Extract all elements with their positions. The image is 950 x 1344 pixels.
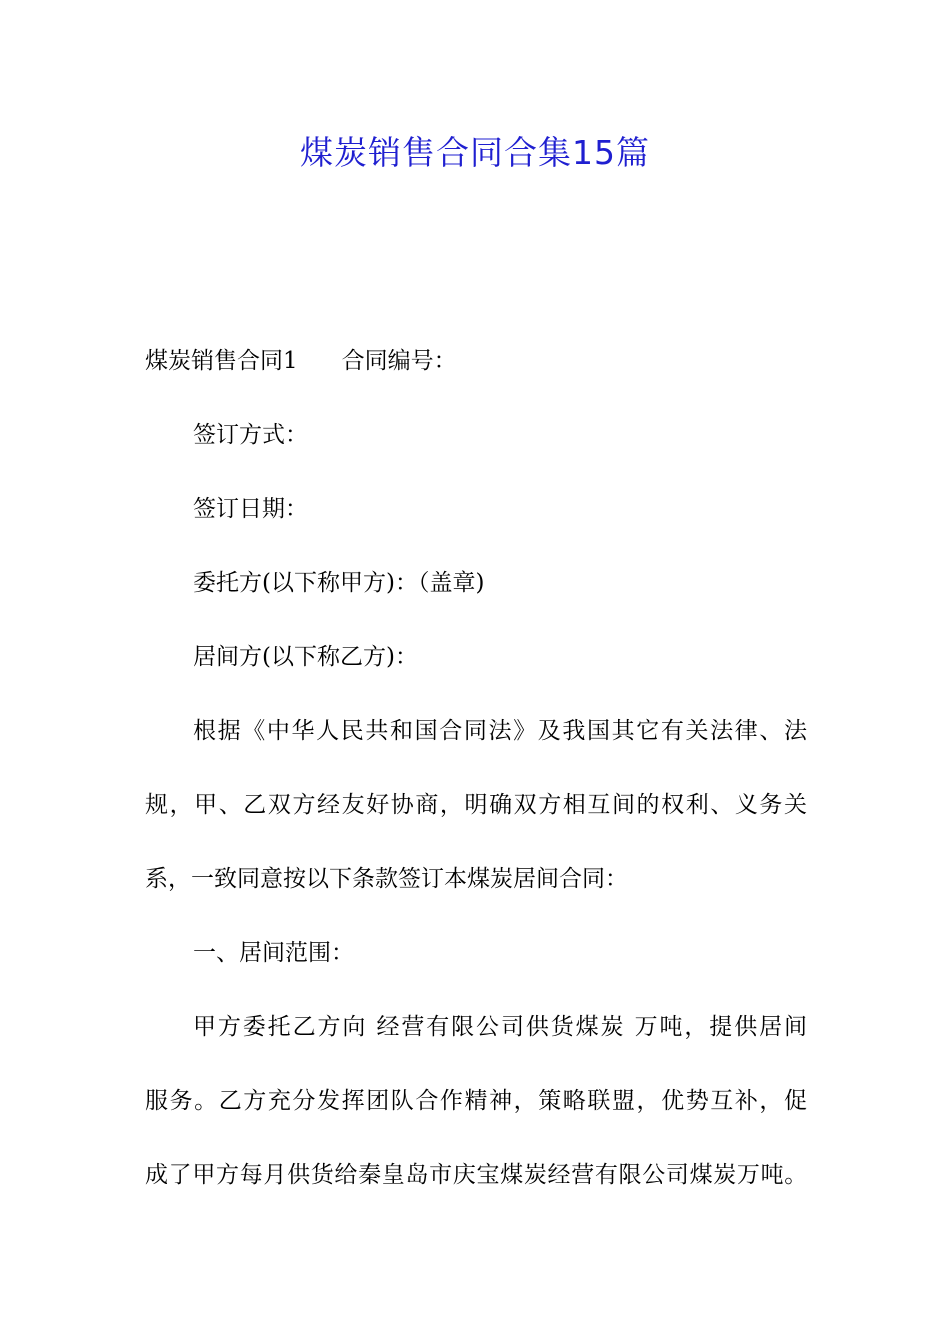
contract-number-label: 合同编号： bbox=[341, 348, 457, 374]
paragraph-line: 成了甲方每月供货给秦皇岛市庆宝煤炭经营有限公司煤炭万吨。 bbox=[145, 1162, 807, 1188]
document-title: 煤炭销售合同合集15篇 bbox=[300, 133, 650, 172]
signing-date-line: 签订日期： bbox=[193, 496, 308, 522]
party-b-line: 居间方(以下称乙方)： bbox=[193, 644, 418, 670]
party-a-line: 委托方(以下称甲方)：（盖章) bbox=[193, 570, 485, 596]
document-body bbox=[145, 336, 807, 1224]
paragraph-line: 根据《中华人民共和国合同法》及我国其它有关法律、法 bbox=[193, 718, 807, 744]
paragraph-line: 甲方委托乙方向 经营有限公司供货煤炭 万吨，提供居间 bbox=[193, 1014, 807, 1040]
contract-name: 煤炭销售合同1 bbox=[145, 348, 298, 374]
signing-method-line: 签订方式： bbox=[193, 422, 308, 448]
section-heading: 一、居间范围： bbox=[193, 940, 354, 966]
paragraph-line: 系，一致同意按以下条款签订本煤炭居间合同： bbox=[145, 866, 628, 892]
paragraph-line: 服务。乙方充分发挥团队合作精神，策略联盟，优势互补，促 bbox=[145, 1088, 807, 1114]
paragraph-line: 规，甲、乙双方经友好协商，明确双方相互间的权利、义务关 bbox=[145, 792, 807, 818]
contract-header-line bbox=[145, 336, 807, 410]
